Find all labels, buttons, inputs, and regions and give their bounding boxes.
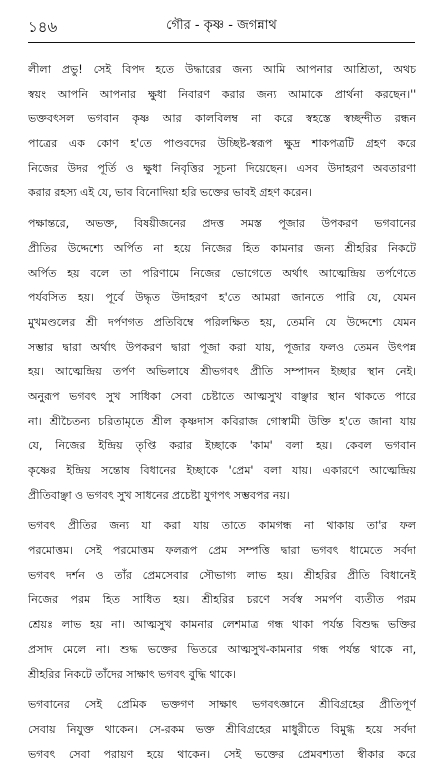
paragraph-3 [28,514,416,687]
text-line: কৃষ্ণের ইন্দ্রিয় সন্তোষ বিধানের ইচ্ছাকে 'প্রেম' বলা যায়। একারণে আত্মেন্দ্রিয় [28,464,416,477]
text-line: প্রসাদ মেলে না। শুদ্ধ ভক্তের ভিতরে আত্মসুখ-কামনার গন্ধ পর্যন্ত থাকে না, [28,642,416,656]
text-line: লীলা প্রভু! সেই বিপদ হতে উদ্ধারের জন্য আমি আপনার আশ্রিতা, অথচ [28,63,416,76]
text-line: পর্যবসিত হয়। পূর্বে উদ্ধৃত উদাহরণ হ'তে আমরা জানতে পারি যে, যেমন [28,291,416,305]
text-line: শ্রীহরির নিকটে তাঁদের সাক্ষাৎ ভগবৎ বুদ্ধি থাকে। [28,667,236,681]
text-line: শ্রেয়ঃ লাভ হয় না। আত্মসুখ কামনার লেশমাত্র গন্ধ থাকা পর্যন্ত বিশুদ্ধ ভক্তির [28,618,416,632]
text-line: পক্ষান্তরে, অভক্ত, বিষয়ীজনের প্রদত্ত সমস্ত পূজার উপকরণ ভগবানের [28,217,416,231]
paragraph-4 [28,693,416,767]
text-line: নিজের পরম হিত সাধিত হয়। শ্রীহরির চরণে সর্বস্ব সমর্পণ ব্যতীত পরম [28,593,416,607]
text-line: মুখমণ্ডলের শ্রী দর্পণগত প্রতিবিম্বে পরিলক্ষিত হয়, তেমনি যে উদ্দেশ্যে যেমন [28,315,416,329]
body-text [28,58,416,771]
text-line: নিজের উদর পূর্তি ও ক্ষুধা নিবৃত্তির সূচনা দিয়েছেন। এসব উদাহরণ অবতারণা [28,161,416,175]
text-line: প্রীতির উদ্দেশ্যে অর্পিত না হয়ে নিজের হিত কামনার জন্য শ্রীহরির নিকটে [28,241,416,255]
text-line: ভগবানের সেই প্রেমিক ভক্তগণ সাক্ষাৎ ভগবৎজ্ঞানে শ্রীবিগ্রহের প্রীতিপূর্ণ [28,698,416,712]
text-line: যে, নিজের ইন্দ্রিয় তৃপ্তি করার ইচ্ছাকে 'কাম' বলা হয়। কেবল ভগবান [28,439,416,453]
text-line: সম্ভার দ্বারা অর্থাৎ উপকরণ দ্বারা পূজা করা যায়, পূজার ফলও তেমন উৎপন্ন [28,340,416,354]
text-line: সেবায় নিযুক্ত থাকেন। সে-রকম ভক্ত শ্রীবিগ্রহের মাধুরীতে বিমুগ্ধ হয়ে সর্বদা [28,722,416,736]
text-line: স্বয়ং আপনি আপনার ক্ষুধা নিবারণ করার জন্য আমাকে প্রার্থনা করছেন।'' [28,87,416,101]
paragraph-2 [28,212,416,508]
page-number: ১৪৬ [28,18,58,36]
text-line: করার রহস্য এই যে, ভাব বিনোদিয়া হরি ভক্তের ভাবই গ্রহণ করেন। [28,186,312,200]
text-line: ভগবৎ প্রীতির জন্য যা করা যায় তাতে কামগন্ধ না থাকায় তা'র ফল [28,519,416,533]
text-line: প্রীতিবাঞ্ছা ও ভগবৎ সুখ সাধনের প্রচেষ্টা যুগপৎ সম্ভবপর নয়। [28,488,290,502]
text-line: না। শ্রীচৈতন্য চরিতামৃতে শ্রীল কৃষ্ণদাস কবিরাজ গোস্বামী উক্তি হ'তে জানা যায় [28,414,416,428]
text-line: অর্পিত হয় বলে তা পরিণামে নিজের ভোগেতে অর্থাৎ আত্মেন্দ্রিয় তর্পণেতে [28,266,416,280]
text-line: ভক্তবৎসল ভগবান কৃষ্ণ আর কালবিলম্ব না করে স্বহস্তে স্বচ্ছন্দীত রন্ধন [28,112,416,126]
header-rule [28,42,415,43]
running-title: গৌর - কৃষ্ণ - জগন্নাথ [166,18,277,33]
text-line: হয়। আত্মেন্দ্রিয় তর্পণ অভিলাষে শ্রীভগবৎ প্রীতি সম্পাদন ইচ্ছার স্থান নেই। [28,365,416,379]
text-line: ভগবৎ সেবা পরায়ণ হয়ে থাকেন। সেই ভক্তের প্রেমবশ্যতা স্বীকার করে [28,747,416,761]
page-header [28,14,415,38]
paragraph-1 [28,58,416,206]
text-line: পাত্রের এক কোণ হ'তে পাণ্ডবদের উচ্ছিষ্ট-স্বরূপ ক্ষুদ্র শাকপত্রটি গ্রহণ করে [28,137,416,151]
text-line: অনুরূপ ভগবৎ সুখ সাধিকা সেবা চেষ্টাতে আত্মসুখ বাঞ্ছার স্থান থাকতে পারে [28,389,416,403]
text-line: ভগবৎ দর্শন ও তাঁর প্রেমসেবার সৌভাগ্য লাভ হয়। শ্রীহরির প্রীতি বিধানেই [28,568,416,582]
text-line: পরমোত্তম। সেই পরমোত্তম ফলরূপ প্রেম সম্পত্তি দ্বারা ভগবৎ ধামেতে সর্বদা [28,544,416,558]
